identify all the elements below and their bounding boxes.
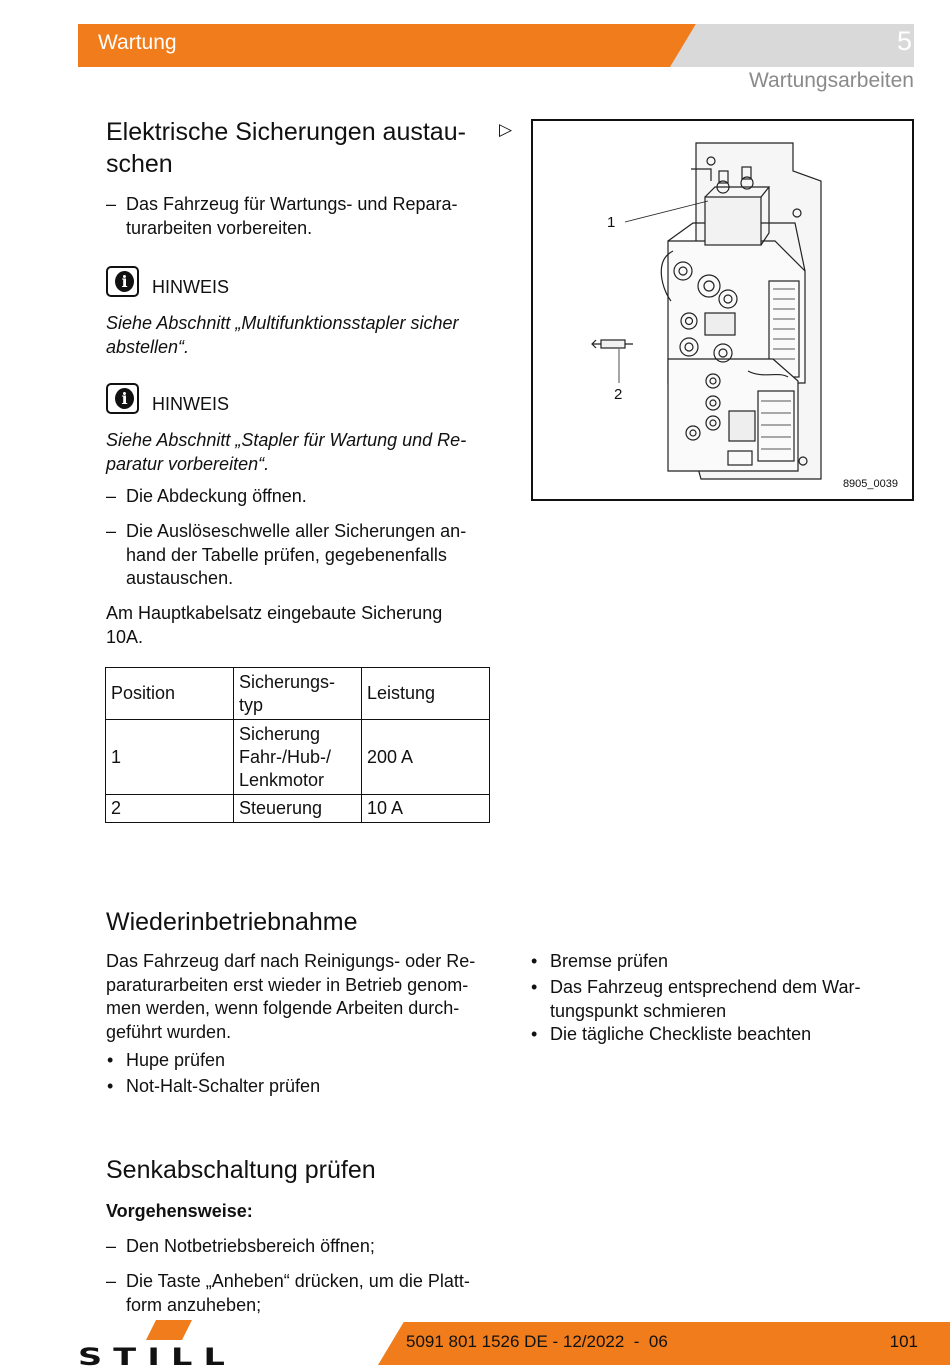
- table-header-cell: Sicherungs- typ: [234, 668, 362, 720]
- note-label: HINWEIS: [152, 394, 230, 414]
- step-open-emergency-area: – Den Notbetriebsbereich öffnen;: [106, 1235, 375, 1259]
- fuse-panel-figure: [531, 119, 914, 501]
- info-icon: i: [106, 383, 139, 414]
- text-line: 10A.: [106, 626, 144, 647]
- step-line: Das Fahrzeug für Wartungs- und Repara-: [126, 194, 458, 214]
- heading-line: schen: [106, 150, 173, 178]
- list-item: • Die tägliche Checkliste beachten: [530, 1023, 811, 1047]
- list-item-text: Bremse prüfen: [550, 951, 669, 971]
- section-heading-fuses: [106, 116, 466, 180]
- list-item: • Hupe prüfen: [106, 1049, 225, 1073]
- list-item-text: Not-Halt-Schalter prüfen: [126, 1076, 321, 1096]
- recommissioning-intro: [106, 950, 475, 1044]
- table-header-cell: Leistung: [362, 668, 490, 720]
- step-line: austauschen.: [126, 568, 234, 588]
- table-cell: 10 A: [362, 795, 490, 823]
- fuse-panel-illustration: [533, 121, 912, 499]
- step-line: Die Auslöseschwelle aller Sicherungen an-: [126, 521, 467, 541]
- callout-label: 1: [607, 214, 616, 231]
- note-text: [106, 312, 459, 359]
- list-item-text: Das Fahrzeug entsprechend dem War-: [550, 977, 861, 997]
- step-line: Die Abdeckung öffnen.: [126, 486, 307, 506]
- step-line: hand der Tabelle prüfen, gegebenenfalls: [126, 544, 447, 565]
- step-line: Den Notbetriebsbereich öffnen;: [126, 1236, 375, 1256]
- text-line: geführt wurden.: [106, 1021, 232, 1042]
- page-number: 101: [889, 1332, 918, 1351]
- table-cell: Sicherung Fahr-/Hub-/ Lenkmotor: [234, 720, 362, 795]
- list-item: • Bremse prüfen: [530, 950, 668, 974]
- table-cell: Steuerung: [234, 795, 362, 823]
- note-text: [106, 429, 466, 476]
- chapter-number: 5: [896, 26, 912, 56]
- text-line: paraturarbeiten erst wieder in Betrieb genom-: [106, 974, 469, 995]
- step-line: turarbeiten vorbereiten.: [126, 217, 313, 238]
- text-line: Am Hauptkabelsatz eingebaute Sicherung: [106, 603, 443, 623]
- fuse-table: [105, 667, 490, 823]
- step-line: form anzuheben;: [126, 1294, 262, 1315]
- table-cell: 200 A: [362, 720, 490, 795]
- svg-text:STILL: STILL: [78, 1343, 236, 1366]
- text-line: Das Fahrzeug darf nach Reinigungs- oder Re-: [106, 951, 476, 971]
- note-line: abstellen“.: [106, 336, 190, 357]
- section-heading-lowering-cutoff: Senkabschaltung prüfen: [106, 1156, 376, 1184]
- still-logo: [78, 1320, 238, 1366]
- list-item-text: tungspunkt schmieren: [550, 1000, 727, 1021]
- section-heading-recommissioning: Wiederinbetriebnahme: [106, 908, 358, 936]
- table-header-row: [106, 668, 490, 720]
- note-line: Siehe Abschnitt „Stapler für Wartung und Re-: [106, 430, 467, 450]
- table-row: [106, 720, 490, 795]
- note-line: paratur vorbereiten“.: [106, 453, 270, 474]
- heading-line: Elektrische Sicherungen austau-: [106, 118, 466, 146]
- step-press-raise: – Die Taste „Anheben“ drücken, um die Platt- form anzuheben;: [106, 1270, 470, 1317]
- chapter-title: Wartung: [98, 31, 177, 54]
- table-cell: 1: [106, 720, 234, 795]
- section-title: Wartungsarbeiten: [749, 69, 914, 92]
- text-line: men werden, wenn folgende Arbeiten durch-: [106, 998, 460, 1018]
- step-line: Die Taste „Anheben“ drücken, um die Platt-: [126, 1271, 470, 1291]
- note-label: HINWEIS: [152, 277, 230, 297]
- list-item-text: Die tägliche Checkliste beachten: [550, 1024, 812, 1044]
- table-cell: 2: [106, 795, 234, 823]
- table-header-cell: Position: [106, 668, 234, 720]
- note-line: Siehe Abschnitt „Multifunktionsstapler sicher: [106, 313, 459, 333]
- list-item: • Das Fahrzeug entsprechend dem War- tungspunkt schmieren: [530, 976, 860, 1023]
- continue-marker-icon: ▷: [499, 120, 513, 139]
- list-item: • Not-Halt-Schalter prüfen: [106, 1075, 320, 1099]
- figure-code: 8905_0039: [842, 478, 898, 490]
- fuse-info: [106, 602, 442, 649]
- step-open-cover: – Die Abdeckung öffnen.: [106, 485, 307, 509]
- callout-label: 2: [614, 386, 623, 403]
- step-check-fuses: – Die Auslöseschwelle aller Sicherungen an- hand der Tabelle prüfen, gegebenenfalls austauschen.: [106, 520, 466, 591]
- list-item-text: Hupe prüfen: [126, 1050, 226, 1070]
- info-icon: i: [106, 266, 139, 297]
- document-reference: 5091 801 1526 DE - 12/2022 - 06: [406, 1332, 668, 1351]
- procedure-label: Vorgehensweise:: [106, 1201, 253, 1221]
- table-row: [106, 795, 490, 823]
- step-prepare: – Das Fahrzeug für Wartungs- und Repara- turarbeiten vorbereiten.: [106, 193, 457, 240]
- header-chapter-tab: [670, 24, 914, 67]
